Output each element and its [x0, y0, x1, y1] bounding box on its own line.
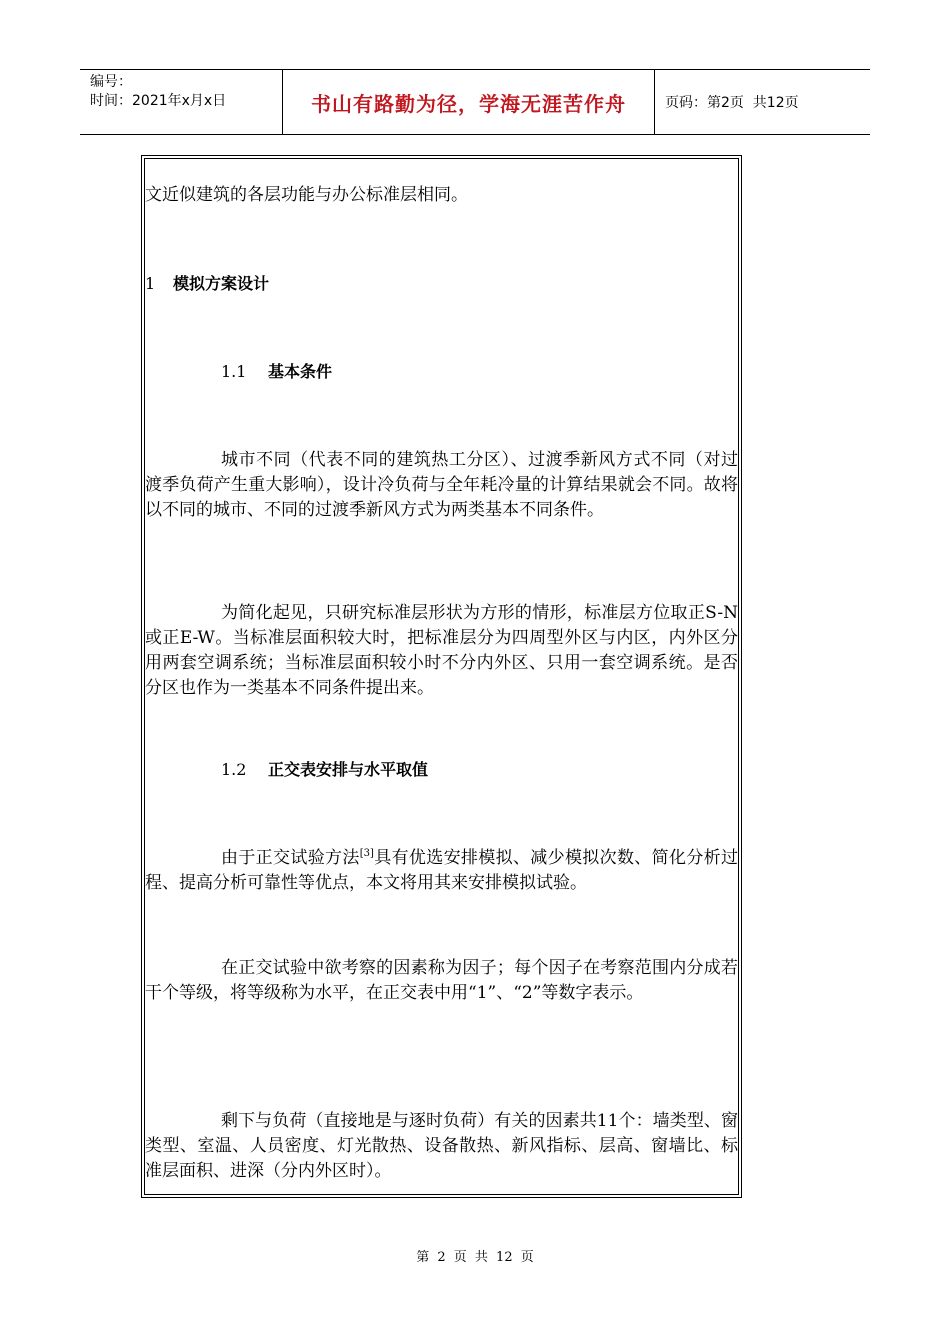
document-date: 时间：2021年x月x日 — [90, 93, 227, 109]
paragraph-basic-conditions: 城市不同（代表不同的建筑热工分区）、过渡季新风方式不同（对过渡季负荷产生重大影响），设计冷负荷与全年耗冷量的计算结果就会不同。故将以不同的城市、不同的过渡季新风方式为两类基本不同条件。 — [145, 450, 738, 520]
paragraph-simplification: 为简化起见，只研究标准层形状为方形的情形，标准层方位取正S-N或正E-W。当标准层面积较大时，把标准层分为四周型外区与内区，内外区分用两套空调系统；当标准层面积较小时不分内外区、只用一套空调系统。是否分区也作为一类基本不同条件提出来。 — [145, 603, 738, 698]
page-info-text: 页码：第2页 共12页 — [665, 95, 799, 111]
section-heading-1-2 — [145, 757, 738, 782]
section-heading-1 — [145, 271, 738, 296]
page-header — [80, 69, 870, 135]
header-meta — [80, 70, 283, 134]
paragraph-orthogonal-method — [145, 846, 738, 896]
section-number: 1 — [145, 274, 156, 293]
header-motto: 书山有路勤为径，学海无涯苦作舟 — [283, 70, 655, 134]
section-heading-1-1 — [145, 359, 738, 384]
section-number: 1.2 — [221, 760, 247, 779]
citation-ref: [3] — [359, 848, 374, 859]
para3-text-a: 由于正交试验方法 — [221, 848, 360, 868]
page-footer: 第 2 页 共 12 页 — [416, 1250, 534, 1265]
lead-line: 文近似建筑的各层功能与办公标准层相同。 — [145, 185, 468, 205]
header-page-info — [655, 70, 870, 134]
section-number: 1.1 — [221, 362, 247, 381]
para3-text-b: 具有优选安排模拟、减少模拟次数、简化分析过程、提高分析可靠性等优点，本文将用其来安排模拟试验。 — [145, 848, 739, 893]
document-number: 编号： — [90, 74, 132, 90]
paragraph-remaining-factors: 剩下与负荷（直接地是与逐时负荷）有关的因素共11个：墙类型、窗类型、室温、人员密度、灯光散热、设备散热、新风指标、层高、窗墙比、标准层面积、进深（分内外区时）。 — [145, 1111, 738, 1181]
section-title: 模拟方案设计 — [173, 274, 270, 293]
paragraph-factors-levels: 在正交试验中欲考察的因素称为因子；每个因子在考察范围内分成若干个等级，将等级称为水平，在正交表中用“1”、“2”等数字表示。 — [145, 958, 738, 1003]
section-title: 基本条件 — [268, 362, 333, 381]
section-title: 正交表安排与水平取值 — [268, 760, 429, 779]
